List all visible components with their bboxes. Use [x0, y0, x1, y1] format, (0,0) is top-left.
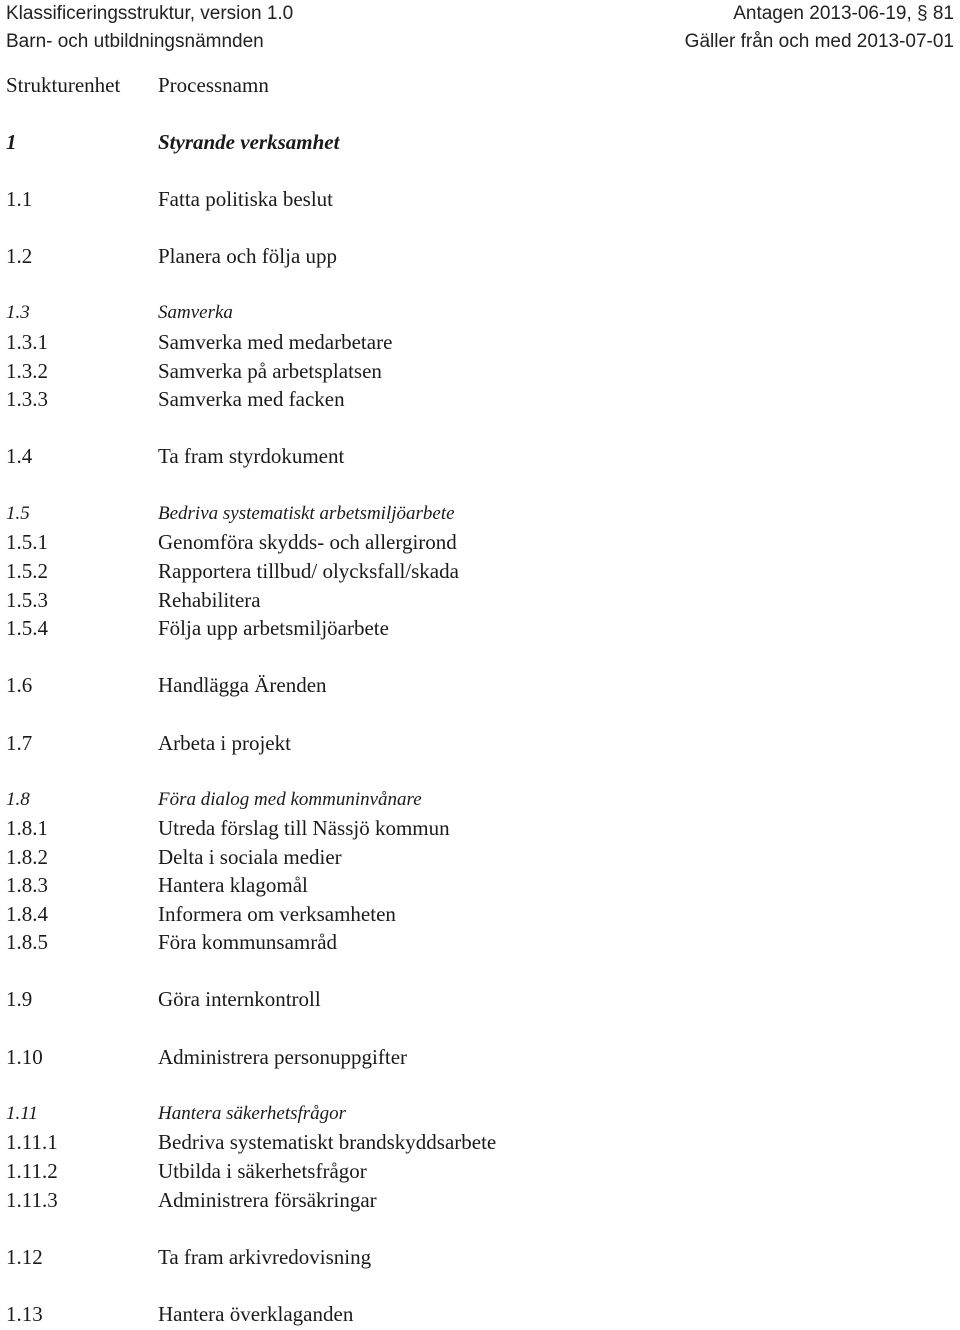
structure-unit-number: 1.10	[6, 1045, 43, 1069]
structure-unit-number: 1.7	[6, 731, 33, 755]
structure-unit-number: 1	[6, 130, 17, 154]
structure-unit-number: 1.8	[6, 789, 30, 810]
process-name: Föra kommunsamråd	[158, 930, 338, 954]
process-row	[6, 984, 946, 1014]
process-row	[6, 1242, 946, 1272]
process-name: Rehabilitera	[158, 588, 261, 612]
process-group-row	[6, 298, 946, 328]
process-row	[6, 527, 946, 557]
process-row	[6, 441, 946, 471]
process-name: Fatta politiska beslut	[158, 187, 333, 211]
process-row	[6, 870, 946, 900]
process-name: Ta fram styrdokument	[158, 444, 345, 468]
structure-unit-number: 1.1	[6, 187, 33, 211]
process-group-row	[6, 785, 946, 815]
process-name: Samverka på arbetsplatsen	[158, 359, 382, 383]
column-header-process: Processnamn	[158, 73, 269, 97]
process-row	[6, 1299, 946, 1329]
process-name: Ta fram arkivredovisning	[158, 1245, 372, 1269]
process-name: Hantera klagomål	[158, 873, 308, 897]
process-name: Genomföra skydds- och allergirond	[158, 530, 457, 554]
process-row	[6, 728, 946, 758]
process-row	[6, 1156, 946, 1186]
page-header	[6, 0, 954, 56]
structure-unit-number: 1.8.5	[6, 930, 48, 954]
process-name: Informera om verksamheten	[158, 902, 396, 926]
process-name: Föra dialog med kommuninvånare	[158, 789, 422, 810]
structure-unit-number: 1.9	[6, 987, 33, 1011]
process-row	[6, 184, 946, 214]
process-row	[6, 842, 946, 872]
structure-unit-number: 1.3.3	[6, 387, 48, 411]
process-row	[6, 813, 946, 843]
structure-unit-number: 1.8.4	[6, 902, 48, 926]
process-group-row	[6, 499, 946, 529]
process-name: Bedriva systematiskt arbetsmiljöarbete	[158, 503, 455, 524]
process-row	[6, 927, 946, 957]
structure-unit-number: 1.3.2	[6, 359, 48, 383]
document-title: Klassificeringsstruktur, version 1.0	[6, 3, 294, 24]
process-row	[6, 327, 946, 357]
process-row	[6, 241, 946, 271]
process-name: Arbeta i projekt	[158, 731, 291, 755]
process-row	[6, 585, 946, 615]
structure-unit-number: 1.3	[6, 302, 30, 323]
process-name: Utbilda i säkerhetsfrågor	[158, 1159, 367, 1183]
process-name: Planera och följa upp	[158, 244, 338, 268]
process-name: Rapportera tillbud/ olycksfall/skada	[158, 559, 459, 583]
process-name: Hantera överklaganden	[158, 1302, 354, 1326]
process-name: Utreda förslag till Nässjö kommun	[158, 816, 450, 840]
structure-unit-number: 1.5	[6, 503, 30, 524]
process-name: Administrera personuppgifter	[158, 1045, 408, 1069]
structure-unit-number: 1.12	[6, 1245, 43, 1269]
process-row	[6, 1042, 946, 1072]
structure-unit-number: 1.11	[6, 1103, 38, 1124]
section-heading	[6, 127, 946, 157]
structure-unit-number: 1.5.2	[6, 559, 48, 583]
process-name: Delta i sociala medier	[158, 845, 342, 869]
effective-date: Gäller från och med 2013-07-01	[684, 31, 954, 52]
column-header-unit: Strukturenhet	[6, 73, 121, 97]
structure-unit-number: 1.5.3	[6, 588, 48, 612]
structure-unit-number: 1.8.3	[6, 873, 48, 897]
process-row	[6, 556, 946, 586]
process-group-row	[6, 1099, 946, 1129]
process-name: Hantera säkerhetsfrågor	[158, 1103, 347, 1124]
structure-unit-number: 1.2	[6, 244, 33, 268]
process-name: Följa upp arbetsmiljöarbete	[158, 616, 389, 640]
process-name: Administrera försäkringar	[158, 1188, 377, 1212]
adoption-date: Antagen 2013-06-19, § 81	[733, 3, 954, 24]
process-row	[6, 384, 946, 414]
process-name: Samverka med facken	[158, 387, 345, 411]
process-name: Bedriva systematiskt brandskyddsarbete	[158, 1130, 497, 1154]
process-name: Handlägga Ärenden	[158, 673, 327, 697]
structure-unit-number: 1.8.1	[6, 816, 48, 840]
organization-name: Barn- och utbildningsnämnden	[6, 31, 264, 52]
structure-unit-number: 1.11.3	[6, 1188, 58, 1212]
process-row	[6, 670, 946, 700]
header-row-1	[6, 0, 954, 28]
process-row	[6, 356, 946, 386]
process-row	[6, 1127, 946, 1157]
structure-unit-number: 1.3.1	[6, 330, 48, 354]
structure-unit-number: 1.4	[6, 444, 33, 468]
header-row-2	[6, 28, 954, 56]
process-row	[6, 1185, 946, 1215]
process-row	[6, 899, 946, 929]
process-name: Styrande verksamhet	[158, 130, 340, 154]
structure-unit-number: 1.6	[6, 673, 33, 697]
structure-unit-number: 1.8.2	[6, 845, 48, 869]
process-name: Samverka	[158, 302, 233, 323]
structure-unit-number: 1.13	[6, 1302, 43, 1326]
structure-unit-number: 1.11.2	[6, 1159, 58, 1183]
structure-unit-number: 1.11.1	[6, 1130, 58, 1154]
structure-unit-number: 1.5.1	[6, 530, 48, 554]
process-row	[6, 613, 946, 643]
process-name: Göra internkontroll	[158, 987, 321, 1011]
process-name: Samverka med medarbetare	[158, 330, 393, 354]
structure-unit-number: 1.5.4	[6, 616, 48, 640]
